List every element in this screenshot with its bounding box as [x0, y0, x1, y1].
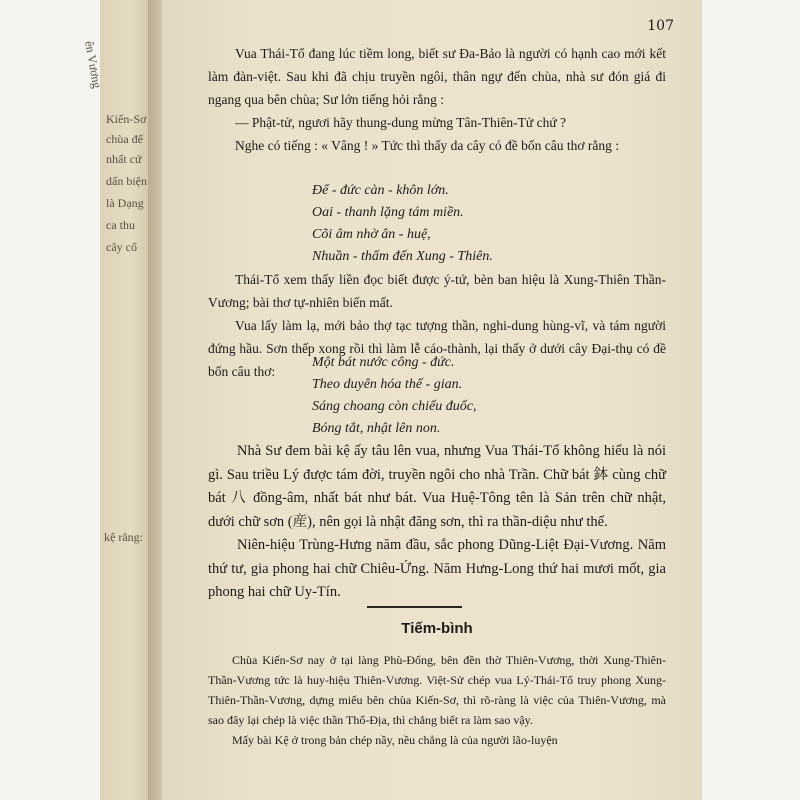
left-fragment: kệ rằng: [104, 530, 143, 544]
left-fragment: ên Vương [82, 40, 105, 90]
left-fragment: nhất cứ [106, 152, 142, 166]
poem-line: Sáng choang còn chiếu đuốc, [312, 399, 477, 414]
page-number: 107 [647, 18, 674, 34]
paragraph: Vua Thái-Tổ đang lúc tiềm long, biết sư Đa-Bảo là người có hạnh cao mới kết làm đàn-việt. Sau khi đã chịu truyền ngôi, thân ngự đến chùa, nhà sư đón giá đi ngang qua bên chùa; Sư lớn tiếng hỏi rằng : [208, 46, 666, 107]
paragraph: Mấy bài Kệ ở trong bản chép nầy, nều chẳng là của người lão-luyện [232, 733, 558, 747]
paragraph: — Phật-tử, ngươi hãy thung-dung mừng Tân-Thiên-Tử chứ ? [235, 115, 567, 130]
paragraph: Nhà Sư đem bài kệ ấy tâu lên vua, nhưng Vua Thái-Tổ không hiểu là nói gì. Sau triều Lý được tám đời, truyền ngôi cho nhà Trần. Chữ bát 鉢 cùng chữ bát 八 đồng-âm, nhất bát như bát. Vua Huệ-Tông tên là Sản trên chữ nhật, dưới chữ sơn (産), nên gọi là nhật đăng sơn, thì ra thần-diệu như thế. [208, 443, 666, 530]
paragraph: Chùa Kiến-Sơ nay ở tại làng Phù-Đổng, bên đền thờ Thiên-Vương, thời Xung-Thiên-Thần-Vương tức là huy-hiệu Thiên-Vương. Việt-Sử chép vua Lý-Thái-Tổ truy phong Xung-Thiên-Thần-Vương, dựng miếu bên chùa Kiến-Sơ, thì rõ-ràng là việc của Thiên-Vương, mà sao đây lại chép là việc thần Thổ-Địa, thì chẳng biết ra làm sao vậy. [208, 653, 666, 727]
left-fragment: chùa đế [106, 132, 143, 146]
poem-line: Cõi âm nhờ ân - huệ, [312, 227, 431, 242]
text-block-bottom [208, 440, 666, 605]
section-title: Tiếm-bình [401, 620, 473, 637]
poem-line: Bóng tắt, nhật lên non. [312, 421, 441, 436]
paragraph: Thái-Tổ xem thấy liền đọc biết được ý-tứ, bèn ban hiệu là Xung-Thiên Thần-Vương; bài thơ tự-nhiên biến mất. [208, 272, 666, 310]
poem-line: Theo duyên hóa thế - gian. [312, 377, 463, 392]
left-fragment: dấn biện [106, 174, 147, 188]
paragraph: Nghe có tiếng : « Vâng ! » Tức thì thấy da cây có đề bốn câu thơ rằng : [235, 138, 619, 153]
poem-block [312, 352, 612, 440]
poem-line: Để - đức càn - khôn lớn. [312, 183, 449, 198]
poem-line: Một bát nước công - đức. [312, 355, 455, 370]
left-fragment: cây cổ [106, 240, 137, 254]
left-fragment: Kiến-Sơ [106, 112, 147, 126]
poem-block [312, 180, 612, 268]
poem-line: Oai - thanh lặng tám miền. [312, 205, 464, 220]
text-block-top [208, 42, 666, 157]
section-divider [367, 606, 462, 608]
left-page-edge [82, 0, 152, 800]
left-fragment: ca thu [106, 218, 135, 232]
right-page [162, 0, 702, 800]
poem-line: Nhuần - thấm đến Xung - Thiên. [312, 249, 493, 264]
left-fragment: là Dạng [106, 196, 144, 210]
commentary-block [208, 650, 666, 750]
paragraph: Vua lấy làm lạ, mới bảo thợ tạc tượng thần, nghi-dung hùng-vĩ, và tám người đứng hầu. Sơn thếp xong rồi thì làm lễ cáo-thành, lại thấy ở dưới cây Đại-thụ có đề bốn câu thơ: [208, 318, 666, 379]
paragraph: Niên-hiệu Trùng-Hưng năm đầu, sắc phong Dũng-Liệt Đại-Vương. Năm thứ tư, gia phong hai chữ Chiêu-Ứng. Năm Hưng-Long thứ hai mươi mốt, gia phong hai chữ Uy-Tín. [208, 537, 666, 600]
